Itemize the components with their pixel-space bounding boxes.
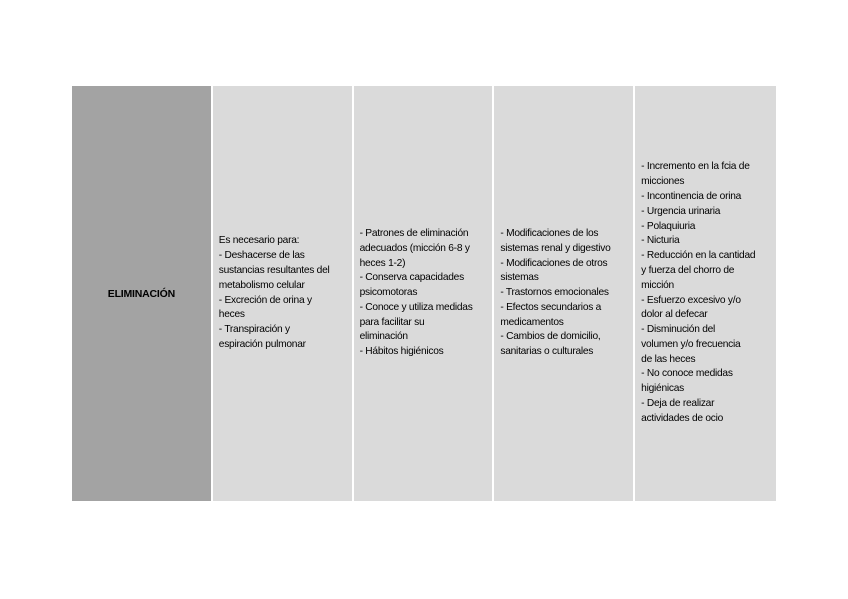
text-line: - Patrones de eliminación (359, 227, 469, 239)
text-line: - Esfuerzo excesivo y/o (641, 294, 741, 306)
text-line: para facilitar su (359, 316, 425, 328)
text-line: sanitarias o culturales (500, 346, 594, 358)
eliminacion-table (72, 86, 776, 501)
text-line: higiénicas (641, 383, 684, 395)
text-line: - Reducción en la cantidad (641, 250, 756, 262)
text-line: - Polaquiuria (641, 220, 696, 232)
necessity-text (219, 234, 330, 352)
text-line: adecuados (micción 6-8 y (359, 242, 470, 254)
text-line: - Modificaciones de otros (500, 257, 608, 269)
text-line: - Modificaciones de los (500, 227, 599, 239)
text-line: y fuerza del chorro de (641, 264, 735, 276)
text-line: - Excreción de orina y (218, 294, 312, 306)
text-line: sistemas (500, 272, 539, 284)
dependence-manifestations-cell (635, 86, 776, 501)
text-line: - Urgencia urinaria (641, 205, 721, 217)
text-line: espiración pulmonar (218, 338, 306, 350)
influencing-factors-text (500, 227, 610, 360)
text-line: - Hábitos higiénicos (359, 346, 444, 358)
text-line: heces (218, 309, 245, 321)
text-line: medicamentos (500, 316, 564, 328)
text-line: heces 1-2) (359, 257, 406, 269)
text-line: - Incontinencia de orina (641, 190, 742, 202)
text-line: sistemas renal y digestivo (500, 242, 611, 254)
text-line: psicomotoras (359, 287, 418, 299)
text-line: - Deshacerse de las (218, 250, 305, 262)
dependence-manifestations-text (641, 160, 755, 426)
text-line: volumen y/o frecuencia (641, 338, 741, 350)
influencing-factors-cell (494, 86, 633, 501)
text-line: - No conoce medidas (641, 368, 733, 380)
text-line: - Trastornos emocionales (500, 287, 609, 299)
independence-cell (354, 86, 493, 501)
text-line: sustancias resultantes del (218, 264, 330, 276)
text-line: - Efectos secundarios a (500, 301, 602, 313)
row-header-label: ELIMINACIÓN (107, 287, 175, 300)
text-line: - Transpiración y (218, 324, 290, 336)
text-line: - Cambios de domicilio, (500, 331, 601, 343)
text-line: - Conoce y utiliza medidas (359, 301, 473, 313)
text-line: - Conserva capacidades (359, 272, 464, 284)
text-line: metabolismo celular (218, 279, 305, 291)
text-line: micciones (641, 176, 685, 188)
text-line: - Deja de realizar (641, 398, 715, 410)
independence-text (360, 227, 473, 360)
text-line: - Incremento en la fcia de (641, 161, 750, 173)
text-line: eliminación (359, 331, 408, 343)
text-line: - Nicturia (641, 235, 680, 247)
necessity-cell (213, 86, 352, 501)
text-line: - Disminución del (641, 324, 716, 336)
text-line: Es necesario para: (218, 235, 300, 247)
text-line: micción (641, 279, 674, 291)
text-line: dolor al defecar (641, 309, 708, 321)
row-header-cell (72, 86, 211, 501)
text-line: actividades de ocio (641, 412, 724, 424)
text-line: de las heces (641, 353, 696, 365)
